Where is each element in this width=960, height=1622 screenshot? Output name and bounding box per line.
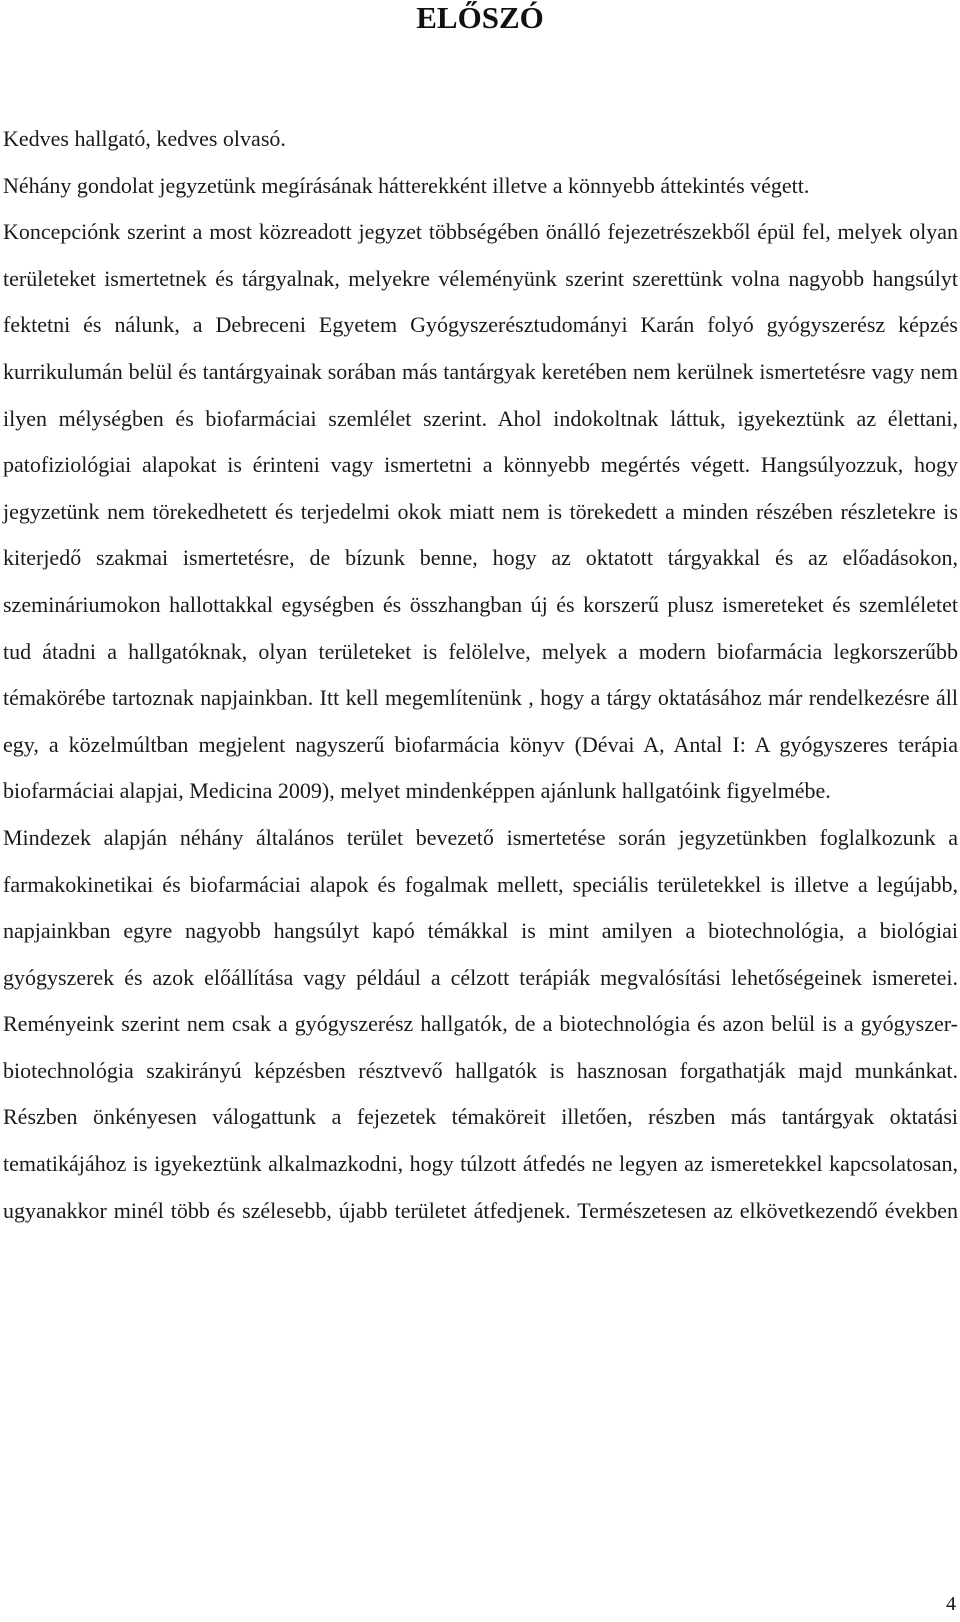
paragraph-greeting: Kedves hallgató, kedves olvasó. (3, 126, 286, 151)
page-number: 4 (946, 1593, 956, 1615)
paragraph-topics: Mindezek alapján néhány általános terület bevezető ismertetése során jegyzetünkben foglalkozunk a farmakokinetikai és biofarmáciai alapok és fogalmak mellett, speciális területekkel is illetve a legújabb, napjainkban egyre nagyobb hangsúlyt kapó témákkal is mint amilyen a biotechnológia, a biológiai gyógyszerek és azok előállítása vagy például a célzott terápiák megvalósítási lehetőségeinek ismeretei. Reményeink szerint nem csak a gyógyszerész hallgatók, de a biotechnológia és azon belül is a gyógyszer-biotechnológia szakirányú képzésben résztvevő hallgatók is hasznosan forgathatják majd munkánkat. Részben önkényesen válogattunk a fejezetek témaköreit illetően, részben más tantárgyak oktatási tematikájához is igyekeztünk alkalmazkodni, hogy túlzott átfedés ne legyen az ismeretekkel kapcsolatosan, ugyanakkor minél több és szélesebb, újabb területet átfedjenek. Természetesen az elkövetkezendő években (3, 824, 958, 1223)
paragraph-concept: Koncepciónk szerint a most közreadott jegyzet többségében önálló fejezetrészekből épül fel, melyek olyan területeket ismertetnek és tárgyalnak, melyekre véleményünk szerint szerettünk volna nagyobb hangsúlyt fektetni és nálunk, a Debreceni Egyetem Gyógyszerésztudományi Karán folyó gyógyszerész képzés kurrikulumán belül és tantárgyainak sorában más tantárgyak keretében nem kerülnek ismertetésre vagy nem ilyen mélységben és biofarmáciai szemlélet szerint. Ahol indokoltnak láttuk, igyekeztünk az élettani, patofiziológiai alapokat is érinteni vagy ismertetni a könnyebb megértés végett. Hangsúlyozzuk, hogy jegyzetünk nem törekedhetett és terjedelmi okok miatt nem is törekedett a minden részében részletekre is kiterjedő szakmai ismertetésre, de bízunk benne, hogy az oktatott tárgyakkal és az előadásokon, szemináriumokon hallottakkal egységben és összhangban új és korszerű plusz ismereteket és szemléletet tud átadni a hallgatóknak, olyan területeket is felölelve, melyek a modern biofarmácia legkorszerűbb témakörébe tartoznak napjainkban. Itt kell megemlítenünk , hogy a tárgy oktatásához már rendelkezésre áll egy, a közelmúltban megjelent nagyszerű biofarmácia könyv (Dévai A, Antal I: A gyógyszeres terápia biofarmáciai alapjai, Medicina 2009), melyet mindenképpen ajánlunk hallgatóink figyelmébe. (3, 219, 958, 804)
paragraph-intro: Néhány gondolat jegyzetünk megírásának hátterekként illetve a könnyebb áttekintés végett. (3, 172, 810, 198)
page-title: ELŐSZÓ (416, 0, 544, 35)
preface-body (3, 116, 958, 1234)
